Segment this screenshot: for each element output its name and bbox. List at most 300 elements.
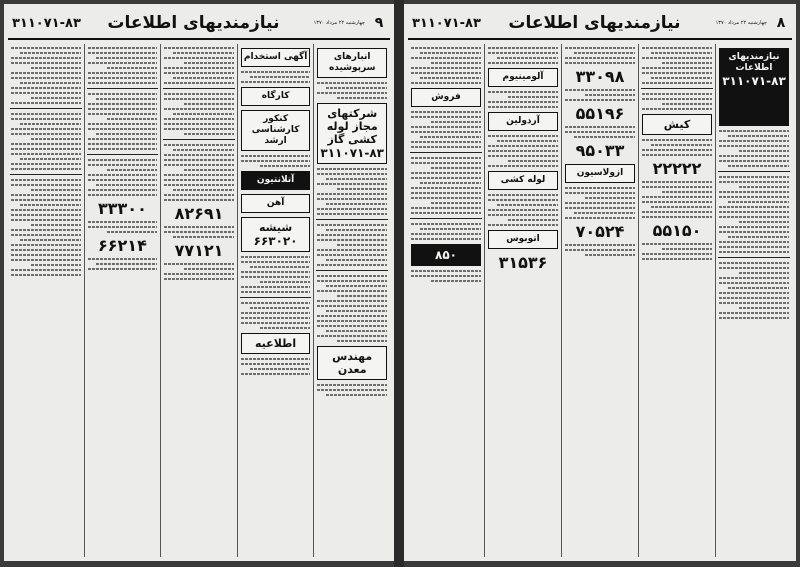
- text-line: [326, 259, 387, 261]
- column-rule: [316, 270, 388, 271]
- text-line: [164, 72, 234, 74]
- text-line: [88, 128, 158, 130]
- text-line: [662, 248, 712, 250]
- text-line: [719, 226, 789, 228]
- right-page-columns: [408, 44, 792, 557]
- text-line: [96, 133, 157, 135]
- text-line: [565, 47, 635, 49]
- text-line: [337, 188, 387, 190]
- text-line: [326, 285, 387, 287]
- right-page-phone: ۳۱۱۰۷۱-۸۳: [412, 15, 481, 31]
- text-line: [164, 67, 234, 69]
- ad-box: [411, 244, 481, 266]
- text-line: [173, 113, 234, 115]
- text-line: [326, 394, 387, 396]
- text-line: [326, 330, 387, 332]
- ad-title: آتلانتیون: [256, 175, 295, 185]
- text-line: [642, 201, 712, 203]
- text-line: [565, 62, 635, 64]
- text-line: [565, 126, 635, 128]
- text-line: [317, 320, 387, 322]
- text-line: [11, 184, 81, 186]
- text-line: [88, 138, 158, 140]
- left-column-5: [8, 44, 84, 557]
- text-line: [11, 244, 81, 246]
- text-line: [88, 189, 158, 191]
- text-line: [642, 47, 712, 49]
- text-line: [317, 254, 387, 256]
- left-column-1: [313, 44, 390, 557]
- text-line: [11, 153, 81, 155]
- text-line: [642, 72, 712, 74]
- text-line: [164, 98, 234, 100]
- text-line: [411, 223, 481, 225]
- text-line: [11, 168, 81, 170]
- right-column-5: [408, 44, 484, 557]
- text-line: [488, 62, 558, 64]
- text-line: [719, 277, 789, 279]
- text-line: [11, 128, 81, 130]
- text-line: [317, 305, 387, 307]
- text-line: [173, 77, 234, 79]
- text-line: [411, 131, 481, 133]
- text-line: [739, 186, 789, 188]
- right-column-4: [484, 44, 561, 557]
- text-line: [719, 206, 789, 208]
- text-line: [326, 87, 387, 89]
- text-line: [88, 258, 158, 260]
- ad-title: کنکور کارشناسی ارشد: [251, 114, 300, 146]
- text-line: [241, 261, 311, 263]
- ad-title: فروش: [431, 92, 461, 102]
- text-line: [88, 72, 158, 74]
- text-line: [728, 135, 789, 137]
- left-page: [4, 4, 394, 561]
- text-line: [431, 280, 481, 282]
- text-line: [642, 196, 712, 198]
- ad-box: [565, 164, 635, 183]
- ad-box: [241, 48, 311, 67]
- text-line: [719, 251, 789, 253]
- text-line: [11, 92, 81, 94]
- text-line: [565, 192, 635, 194]
- text-line: [488, 106, 558, 108]
- ad-title: لوله کشی: [500, 175, 546, 185]
- column-rule: [87, 154, 159, 155]
- ad-phone: ۳۱۵۳۶: [498, 253, 548, 272]
- text-line: [651, 52, 712, 54]
- text-line: [642, 253, 712, 255]
- text-line: [488, 150, 558, 152]
- text-line: [20, 158, 81, 160]
- text-line: [107, 231, 157, 233]
- text-line: [719, 216, 789, 218]
- text-line: [20, 239, 81, 241]
- text-line: [488, 194, 558, 196]
- text-line: [574, 52, 635, 54]
- right-page-number: ۸: [776, 15, 786, 31]
- text-line: [241, 155, 311, 157]
- text-line: [488, 209, 558, 211]
- text-line: [88, 194, 158, 196]
- text-line: [164, 93, 234, 95]
- text-line: [317, 213, 387, 215]
- text-line: [411, 141, 481, 143]
- text-line: [585, 254, 635, 256]
- ad-box: [241, 333, 311, 354]
- text-line: [11, 259, 81, 261]
- text-line: [719, 211, 789, 213]
- text-line: [642, 57, 712, 59]
- text-line: [164, 184, 234, 186]
- text-line: [88, 148, 158, 150]
- text-line: [719, 176, 789, 178]
- ad-phone: ۷۰۵۲۴: [575, 222, 625, 241]
- text-line: [739, 150, 789, 152]
- left-column-2: [237, 44, 314, 557]
- text-line: [317, 249, 387, 251]
- text-line: [88, 52, 158, 54]
- text-line: [337, 295, 387, 297]
- text-line: [326, 203, 387, 205]
- text-line: [11, 47, 81, 49]
- left-page-phone: ۳۱۱۰۷۱-۸۳: [12, 15, 81, 31]
- text-line: [326, 229, 387, 231]
- text-line: [11, 249, 81, 251]
- text-line: [488, 199, 558, 201]
- ad-box: [317, 48, 387, 78]
- text-line: [173, 236, 234, 238]
- ad-phone: ۳۱۱۰۷۱-۸۳: [320, 146, 384, 160]
- text-line: [88, 164, 158, 166]
- text-line: [88, 62, 158, 64]
- text-line: [317, 315, 387, 317]
- text-line: [31, 67, 81, 69]
- left-page-number: ۹: [374, 15, 384, 31]
- column-rule: [410, 218, 482, 219]
- text-line: [250, 266, 311, 268]
- text-line: [411, 233, 481, 235]
- left-page-masthead: نیازمندیهای اطلاعات: [107, 13, 280, 33]
- text-line: [164, 82, 234, 84]
- text-line: [411, 162, 481, 164]
- text-line: [411, 146, 481, 148]
- ad-box: [642, 114, 712, 135]
- text-line: [719, 241, 789, 243]
- text-line: [11, 62, 81, 64]
- text-line: [411, 126, 481, 128]
- text-line: [337, 244, 387, 246]
- text-line: [164, 278, 234, 280]
- text-line: [719, 312, 789, 314]
- text-line: [411, 207, 481, 209]
- ad-box: [488, 68, 558, 87]
- text-line: [317, 280, 387, 282]
- right-column-1: [715, 44, 792, 557]
- text-line: [317, 168, 387, 170]
- text-line: [11, 72, 81, 74]
- text-line: [88, 82, 158, 84]
- ad-phone: ۸۲۶۹۱: [174, 204, 224, 223]
- text-line: [317, 290, 387, 292]
- text-line: [651, 144, 712, 146]
- column-rule: [240, 297, 312, 298]
- left-page-columns: [8, 44, 390, 557]
- text-line: [585, 94, 635, 96]
- text-line: [488, 47, 558, 49]
- text-line: [565, 187, 635, 189]
- text-line: [241, 71, 311, 73]
- text-line: [164, 164, 234, 166]
- text-line: [411, 238, 481, 240]
- text-line: [719, 231, 789, 233]
- text-line: [164, 123, 234, 125]
- text-line: [11, 143, 81, 145]
- ad-title: آهن: [266, 198, 285, 208]
- text-line: [642, 82, 712, 84]
- text-line: [164, 159, 234, 161]
- text-line: [241, 81, 311, 83]
- text-line: [250, 76, 311, 78]
- left-column-3: [160, 44, 237, 557]
- text-line: [96, 263, 157, 265]
- text-line: [411, 67, 481, 69]
- right-page-masthead: نیازمندیهای اطلاعات: [508, 13, 681, 33]
- text-line: [241, 256, 311, 258]
- text-line: [11, 234, 81, 236]
- text-line: [488, 91, 558, 93]
- column-rule: [10, 108, 82, 109]
- text-line: [719, 191, 789, 193]
- column-rule: [316, 219, 388, 220]
- ad-box: [241, 110, 311, 151]
- text-line: [719, 140, 789, 142]
- text-line: [411, 275, 481, 277]
- text-line: [107, 67, 157, 69]
- text-line: [88, 143, 158, 145]
- ad-title: آگهی استخدام: [243, 52, 308, 62]
- text-line: [642, 186, 712, 188]
- text-line: [420, 77, 481, 79]
- text-line: [96, 98, 157, 100]
- text-line: [31, 138, 81, 140]
- text-line: [88, 103, 158, 105]
- text-line: [317, 92, 387, 94]
- text-line: [88, 174, 158, 176]
- text-line: [164, 231, 234, 233]
- text-line: [565, 131, 635, 133]
- right-column-3: [561, 44, 638, 557]
- ad-title: شیشه: [259, 221, 293, 234]
- column-rule: [641, 88, 713, 89]
- text-line: [317, 82, 387, 84]
- text-line: [241, 312, 311, 314]
- text-line: [411, 111, 481, 113]
- column-rule: [410, 152, 482, 153]
- left-page-header: [8, 8, 390, 40]
- text-line: [326, 310, 387, 312]
- text-line: [317, 275, 387, 277]
- text-line: [11, 229, 81, 231]
- text-line: [662, 191, 712, 193]
- text-line: [184, 103, 234, 105]
- text-line: [337, 340, 387, 342]
- page-gutter: [394, 0, 404, 567]
- text-line: [184, 133, 234, 135]
- text-line: [173, 149, 234, 151]
- text-line: [164, 144, 234, 146]
- text-line: [173, 52, 234, 54]
- text-line: [488, 224, 558, 226]
- text-line: [488, 155, 558, 157]
- text-line: [241, 302, 311, 304]
- text-line: [565, 249, 635, 251]
- text-line: [164, 47, 234, 49]
- text-line: [11, 214, 81, 216]
- text-line: [31, 189, 81, 191]
- text-line: [11, 57, 81, 59]
- column-rule: [718, 257, 790, 258]
- text-line: [488, 165, 558, 167]
- text-line: [31, 264, 81, 266]
- text-line: [728, 287, 789, 289]
- text-line: [719, 196, 789, 198]
- text-line: [642, 149, 712, 151]
- text-line: [11, 269, 81, 271]
- text-line: [88, 108, 158, 110]
- left-page-dateline: چهارشنبه ۲۲ مرداد ۱۳۷۰: [313, 20, 365, 26]
- column-rule: [163, 88, 235, 89]
- text-line: [88, 123, 158, 125]
- text-line: [508, 96, 558, 98]
- text-line: [411, 177, 481, 179]
- text-line: [31, 97, 81, 99]
- text-line: [719, 317, 789, 319]
- text-line: [420, 136, 481, 138]
- ad-title: کیش: [663, 118, 691, 131]
- text-line: [585, 197, 635, 199]
- text-line: [642, 108, 712, 110]
- text-line: [11, 274, 81, 276]
- text-line: [250, 368, 311, 370]
- ad-title: انبارهای سرپوشیده: [328, 52, 376, 73]
- text-line: [11, 199, 81, 201]
- ad-title: اطلاعیه: [255, 337, 297, 350]
- text-line: [184, 62, 234, 64]
- left-column-4: [84, 44, 161, 557]
- text-line: [317, 264, 387, 266]
- text-line: [317, 389, 387, 391]
- text-line: [719, 160, 789, 162]
- column-rule: [718, 171, 790, 172]
- right-column-2: [638, 44, 715, 557]
- text-line: [173, 189, 234, 191]
- ad-title: آلومینیوم: [502, 72, 544, 82]
- text-line: [642, 258, 712, 260]
- text-line: [164, 194, 234, 196]
- text-line: [642, 181, 712, 183]
- text-line: [184, 169, 234, 171]
- text-line: [11, 133, 81, 135]
- text-line: [317, 173, 387, 175]
- text-line: [642, 211, 712, 213]
- text-line: [164, 57, 234, 59]
- ad-title: کارگاه: [261, 91, 290, 101]
- ad-box: [488, 112, 558, 131]
- text-line: [411, 187, 481, 189]
- text-line: [317, 208, 387, 210]
- text-line: [11, 118, 81, 120]
- text-line: [317, 193, 387, 195]
- text-line: [241, 286, 311, 288]
- text-line: [420, 182, 481, 184]
- text-line: [488, 135, 558, 137]
- text-line: [96, 184, 157, 186]
- text-line: [411, 212, 481, 214]
- ad-title: اتوبوس: [506, 234, 540, 244]
- text-line: [164, 154, 234, 156]
- text-line: [88, 159, 158, 161]
- ad-title: نیازمندیهای اطلاعات: [728, 52, 780, 73]
- right-page-header: [408, 8, 792, 40]
- ad-phone: ۷۷۱۲۱: [174, 241, 224, 260]
- text-line: [241, 160, 311, 162]
- text-line: [642, 93, 712, 95]
- text-line: [739, 307, 789, 309]
- text-line: [719, 302, 789, 304]
- right-page: [404, 4, 796, 561]
- text-line: [431, 202, 481, 204]
- text-line: [719, 262, 789, 264]
- text-line: [317, 300, 387, 302]
- ad-title: آردولین: [506, 116, 540, 126]
- ad-phone: ۵۵۱۹۶: [575, 104, 625, 123]
- text-line: [11, 102, 81, 104]
- text-line: [651, 77, 712, 79]
- text-line: [11, 254, 81, 256]
- text-line: [241, 322, 311, 324]
- text-line: [317, 224, 387, 226]
- text-line: [241, 358, 311, 360]
- ad-title: مهندس معدن: [332, 350, 373, 376]
- text-line: [11, 163, 81, 165]
- text-line: [488, 101, 558, 103]
- ad-box: [719, 48, 789, 126]
- ad-box: [241, 87, 311, 106]
- text-line: [11, 148, 81, 150]
- text-line: [411, 172, 481, 174]
- text-line: [88, 179, 158, 181]
- text-line: [420, 228, 481, 230]
- text-line: [411, 57, 481, 59]
- text-line: [241, 317, 311, 319]
- text-line: [719, 130, 789, 132]
- text-line: [164, 118, 234, 120]
- text-line: [431, 167, 481, 169]
- text-line: [164, 179, 234, 181]
- text-line: [719, 297, 789, 299]
- ad-title: ازولاسیون: [576, 168, 624, 178]
- column-rule: [87, 88, 159, 89]
- text-line: [107, 169, 157, 171]
- text-line: [497, 57, 558, 59]
- ad-box: [317, 103, 387, 164]
- text-line: [662, 62, 712, 64]
- text-line: [651, 206, 712, 208]
- text-line: [719, 292, 789, 294]
- text-line: [241, 363, 311, 365]
- ad-phone: ۲۲۲۲۲: [652, 159, 702, 178]
